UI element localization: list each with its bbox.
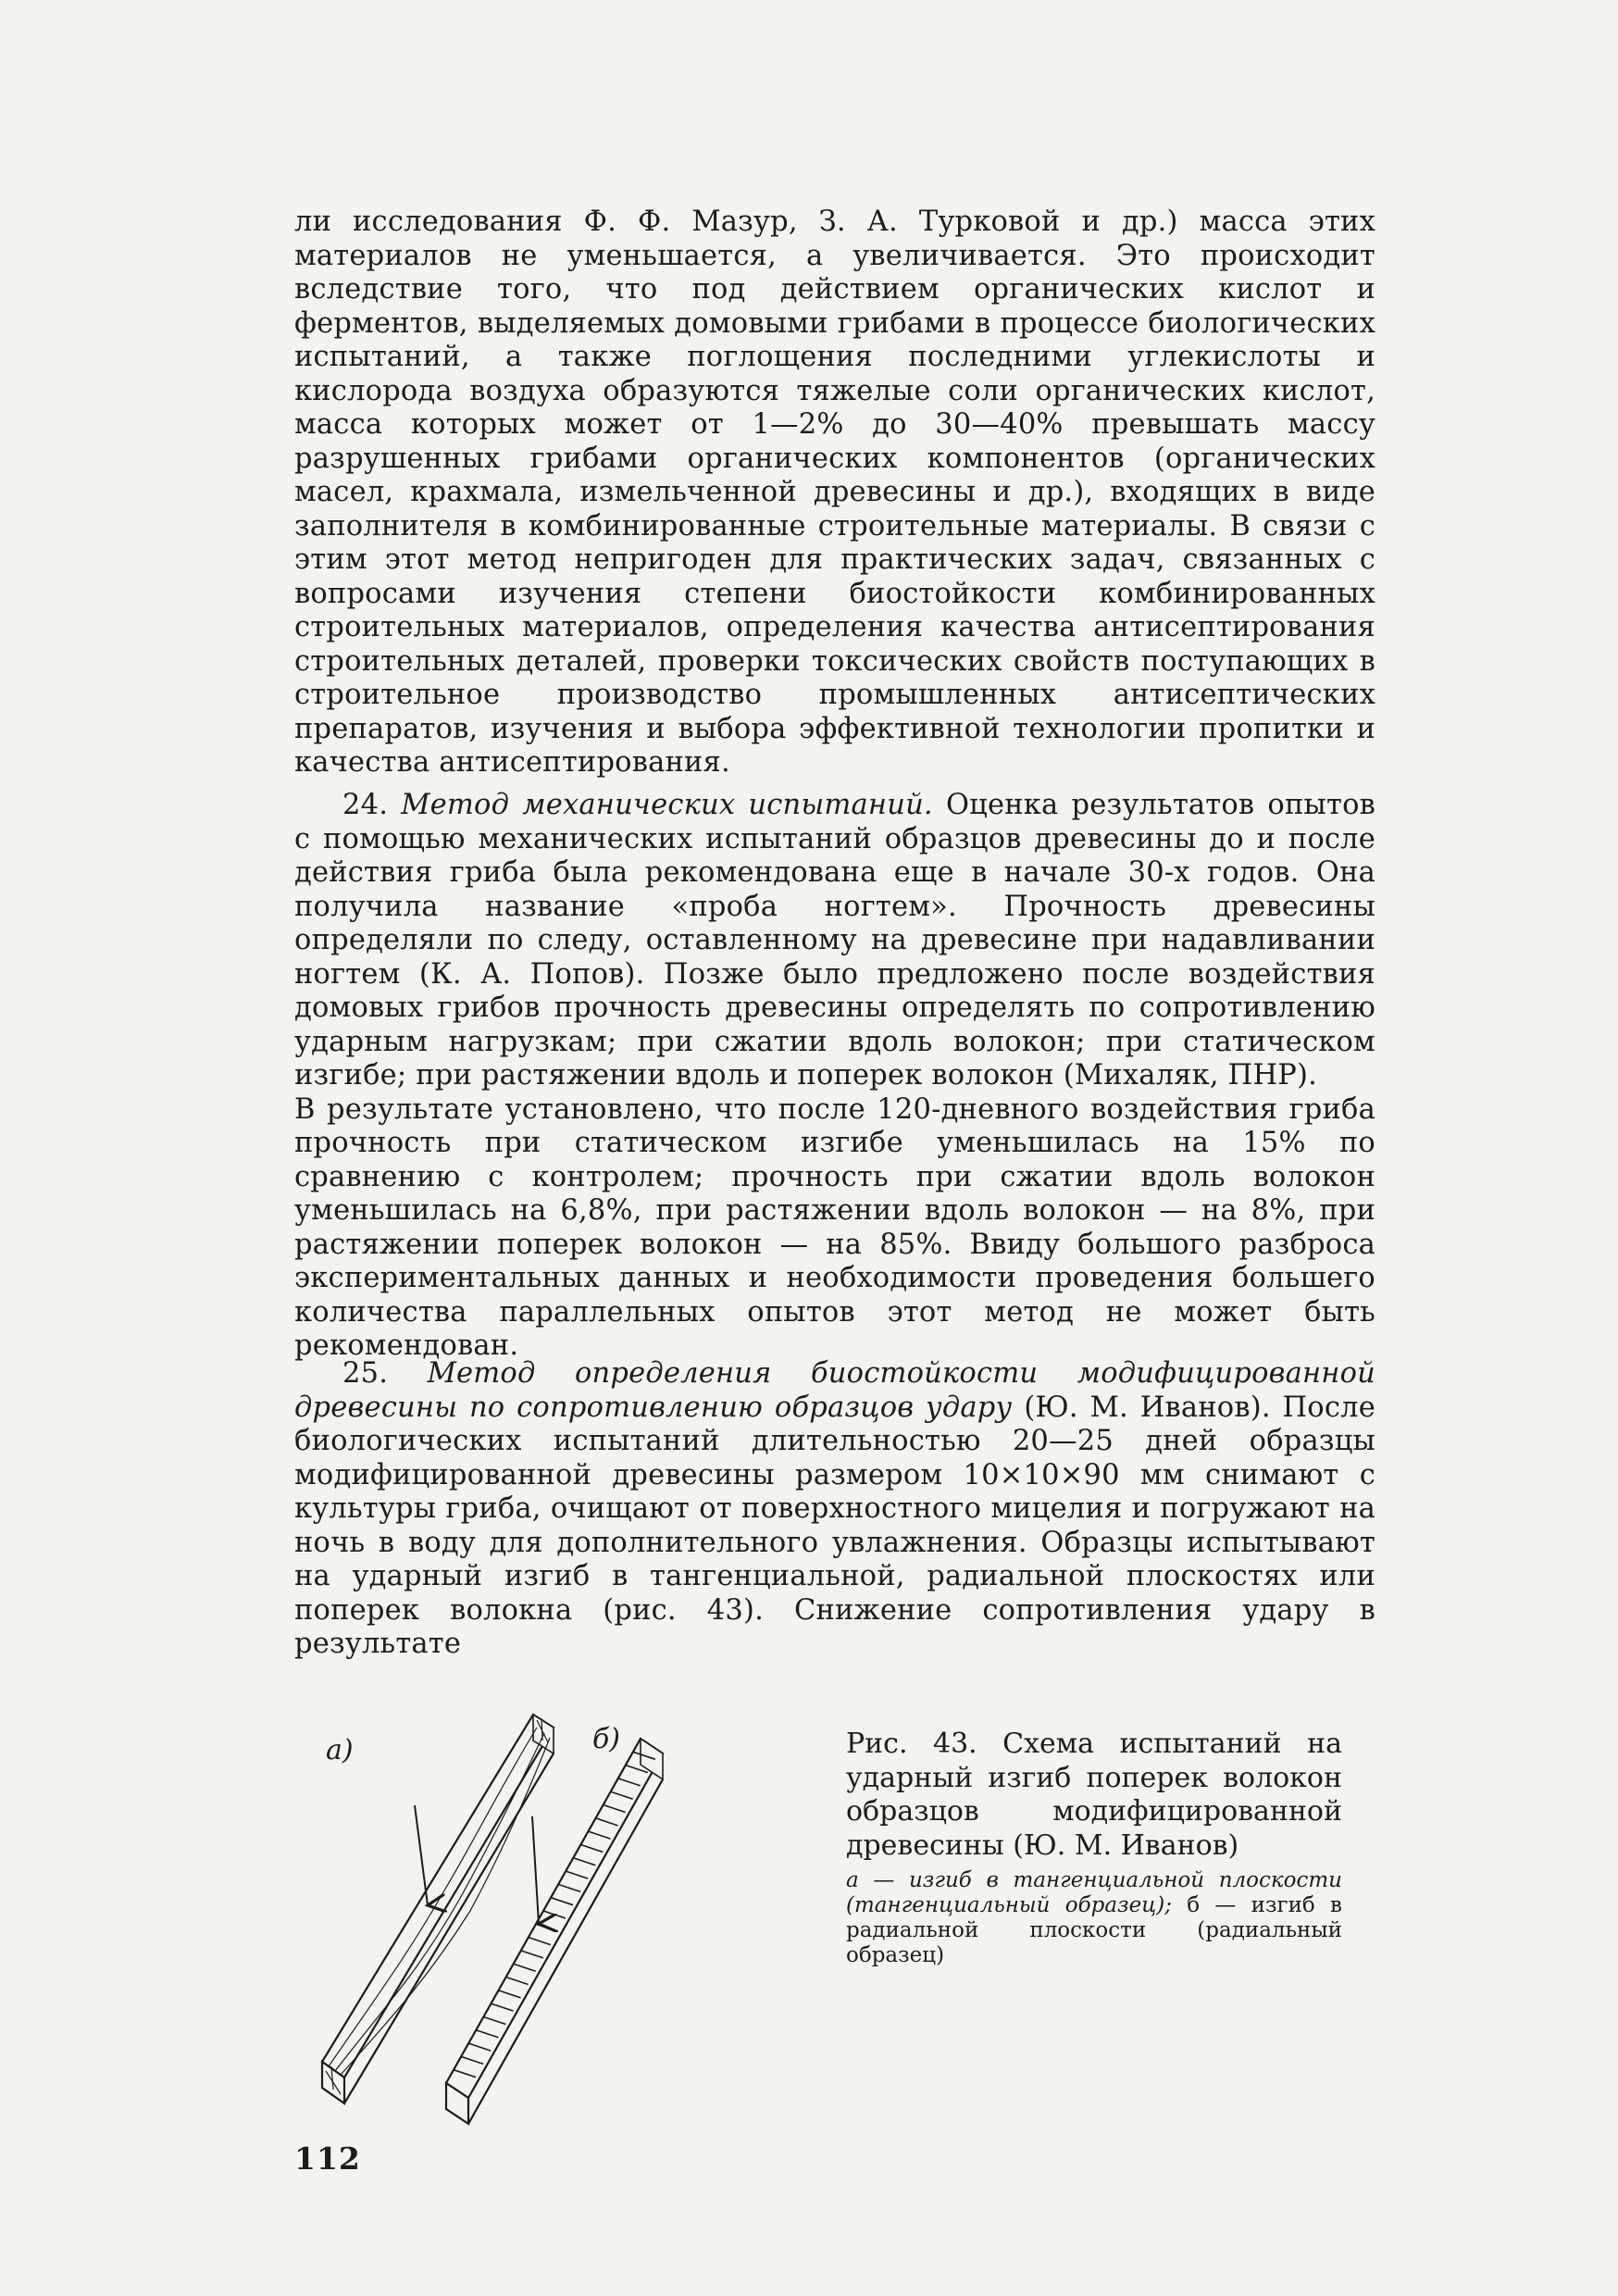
label-a: а) [326,1734,354,1766]
section-25-paragraph [294,1357,1375,1662]
section-body: Оценка результатов опытов с помощью механических испытаний образцов древесины до и после действия гриба была рекомендована еще в начале 30-х годов. Она получила название «проба ногтем». Прочность древесины определяли по следу, оставленному на древесине при надавливании ногтем (К. А. Попов). Позже было предложено после воздействия домовых грибов прочность древесины определять по сопротивлению ударным нагрузкам; при сжатии вдоль волокон; при статическом изгибе; при растяжении вдоль и поперек волокон (Михаляк, ПНР). [294,789,1376,1092]
figure-caption [846,1728,1342,1968]
section-24 [294,789,1375,1364]
caption-title: Рис. 43. Схема испытаний на ударный изгиб поперек волокон образцов модифицированной древесины (Ю. М. Иванов) [846,1728,1342,1862]
legend-b: б — изгиб в радиальной плоскости (радиальный образец) [846,1893,1342,1967]
section-24-paragraph [294,789,1375,1093]
paragraph-text: ли исследования Ф. Ф. Мазур, З. А. Турковой и др.) масса этих материалов не уменьшается, а увеличивается. Это происходит вследствие того, что под действием органических кислот и ферментов, выделяемых домовыми грибами в процессе биологических испытаний, а также поглощения последними углекислоты и кислорода воздуха образуются тяжелые соли органических кислот, масса которых может от 1—2% до 30—40% превышать массу разрушенных грибами органических компонентов (органических масел, крахмала, измельченной древесины и др.), входящих в виде заполнителя в комбинированные строительные материалы. В связи с этим этот метод непригоден для практических задач, связанных с вопросами изучения степени биостойкости комбинированных строительных материалов, определения качества антисептирования строительных деталей, проверки токсических свойств поступающих в строительное производство промышленных антисептических препаратов, изучения и выбора эффективной технологии пропитки и качества антисептирования. [294,206,1375,779]
page-number: 112 [294,2140,361,2177]
load-arrow-a [415,1805,428,1905]
caption-legend [846,1868,1342,1968]
section-title: Метод механических испытаний. [401,789,933,821]
load-arrow-b [532,1816,539,1924]
section-24-results: В результате установлено, что после 120-дневного воздействия гриба прочность при статическом изгибе уменьшилась на 15% по сравнению с контролем; прочность при сжатии вдоль волокон уменьшилась на 6,8%, при растяжении вдоль волокон — на 8%, при растяжении поперек волокон — на 85%. Ввиду большого разброса экспериментальных данных и необходимости проведения большего количества параллельных опытов этот метод не может быть рекомендован. [294,1092,1375,1362]
specimen-b [446,1739,663,2124]
section-number: 24. [342,789,389,821]
section-number: 25. [342,1357,389,1390]
section-title: Метод определения биостойкости модифицированной древесины по сопротивлению образцов удару [294,1357,1375,1424]
legend-a: а — изгиб в тангенциальной плоскости (тангенциальный образец); [846,1868,1342,1917]
figure-43 [305,1696,824,2168]
impact-bending-diagram [305,1696,824,2168]
label-b: б) [592,1723,621,1755]
specimen-a [322,1715,554,2103]
section-body: (Ю. М. Иванов). После биологических испытаний длительностью 20—25 дней образцы модифицированной древесины размером 10×10×90 мм снимают с культуры гриба, очищают от поверхностного мицелия и погружают на ночь в воду для дополнительного увлажнения. Образцы испытывают на ударный изгиб в тангенциальной, радиальной плоскостях или поперек волокна (рис. 43). Снижение сопротивления удару в результате [294,1391,1375,1660]
section-25 [294,1357,1375,1662]
paragraph-continuation [294,206,1375,780]
